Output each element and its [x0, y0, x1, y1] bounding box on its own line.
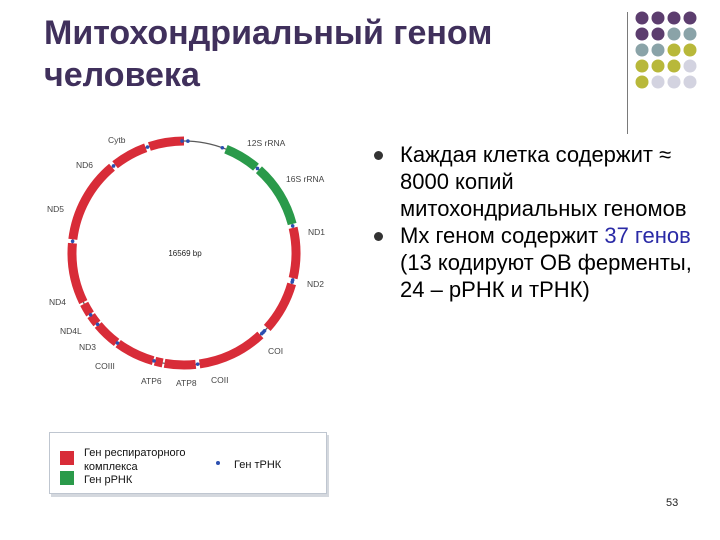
decorative-dot-grid: [0, 0, 720, 140]
gene-label-12s-rrna: 12S rRNA: [247, 138, 286, 148]
legend-respiratory-line1: Ген респираторного: [84, 447, 186, 459]
gene-label-nd3: ND3: [79, 342, 97, 352]
trna-marker-icon: [256, 167, 260, 171]
gene-arc-coi: [200, 335, 261, 364]
gene-label-coii: COII: [211, 375, 229, 385]
gene-arc-coii: [165, 363, 196, 365]
page-number: 53: [666, 497, 679, 509]
decorative-dot: [684, 28, 697, 41]
decorative-dot: [652, 60, 665, 73]
legend-box: [49, 432, 327, 494]
decorative-dot: [668, 60, 681, 73]
bullet-dot-icon: [374, 232, 383, 241]
decorative-dot: [636, 44, 649, 57]
decorative-dot: [684, 76, 697, 89]
decorative-dot: [652, 12, 665, 25]
gene-arc-nd5: [73, 167, 112, 239]
trna-marker-icon: [112, 164, 116, 168]
trna-marker-icon: [71, 239, 75, 243]
gene-label-cytb: Cytb: [108, 135, 126, 145]
gene-label-nd5: ND5: [47, 204, 65, 214]
respiratory-swatch-icon: [60, 451, 74, 465]
decorative-dot: [636, 76, 649, 89]
decorative-dot: [668, 44, 681, 57]
genome-size-label: 16569 bp: [168, 249, 202, 258]
mitochondrial-genome-map: [40, 125, 360, 395]
decorative-dot: [652, 76, 665, 89]
gene-arc-nd1: [293, 228, 296, 278]
bullet-highlight: 37 генов: [604, 223, 691, 248]
decorative-dot: [636, 12, 649, 25]
gene-label-nd4l: ND4L: [60, 326, 82, 336]
gene-arc-nd2: [267, 284, 291, 328]
decorative-dot: [652, 28, 665, 41]
trna-marker-icon: [116, 341, 120, 345]
bullet-item-copies: [372, 141, 702, 222]
bullet-text: Каждая клетка содержит ≈ 8000 копий митохондриальных геномов: [400, 142, 687, 221]
gene-label-16s-rrna: 16S rRNA: [286, 174, 325, 184]
gene-label-nd1: ND1: [308, 227, 326, 237]
gene-label-nd2: ND2: [307, 279, 325, 289]
gene-arc-nd3: [91, 316, 97, 324]
title-line-1: Митохондриальный геном: [44, 14, 493, 52]
decorative-dot: [668, 12, 681, 25]
gene-arc-12s-rrna: [226, 149, 256, 167]
trna-marker-icon: [260, 332, 264, 336]
rrna-swatch-icon: [60, 471, 74, 485]
title-line-2: человека: [44, 56, 200, 94]
gene-label-atp6: ATP6: [141, 376, 162, 386]
gene-arc-atp6: [118, 344, 153, 361]
gene-label-coi: COI: [268, 346, 284, 356]
gene-arc-atp8: [155, 361, 163, 363]
decorative-dot: [636, 28, 649, 41]
trna-marker-icon: [221, 146, 225, 150]
gene-label-atp8: ATP8: [176, 378, 197, 388]
decorative-dot: [636, 60, 649, 73]
decorative-dot: [668, 76, 681, 89]
decorative-dot: [668, 28, 681, 41]
legend-respiratory-line2: комплекса: [84, 461, 138, 473]
bullet-item-genes: [372, 222, 702, 303]
gene-arc-nd4: [72, 243, 83, 302]
gene-arc-nd6: [115, 148, 146, 165]
gene-arc-cytb: [149, 141, 184, 146]
trna-marker-icon: [152, 359, 156, 363]
legend-rrna-label: Ген рРНК: [84, 474, 133, 486]
trna-marker-icon: [180, 139, 184, 143]
trna-marker-icon: [291, 224, 295, 228]
decorative-dot: [684, 44, 697, 57]
bullet-text-pre: Мх геном содержит: [400, 223, 605, 248]
decorative-dot: [684, 12, 697, 25]
bullet-list: [372, 141, 702, 303]
bullet-dot-icon: [374, 151, 383, 160]
gene-label-nd6: ND6: [76, 160, 94, 170]
legend-trna-label: Ген тРНК: [234, 459, 282, 471]
bullet-text-post: (13 кодируют ОВ ферменты, 24 – рРНК и тРНК): [400, 250, 692, 302]
trna-marker-icon: [186, 139, 190, 143]
gene-label-nd4: ND4: [49, 297, 67, 307]
gene-label-coiii: COIII: [95, 361, 115, 371]
trna-marker-icon: [89, 313, 93, 317]
trna-marker-icon: [290, 280, 294, 284]
gene-arc-coiii: [98, 325, 116, 342]
trna-dot-icon: [216, 461, 220, 465]
trna-marker-icon: [196, 362, 200, 366]
trna-marker-icon: [96, 322, 100, 326]
decorative-dot: [652, 44, 665, 57]
trna-marker-icon: [146, 145, 150, 149]
decorative-dot: [684, 60, 697, 73]
gene-arc-nd4l: [84, 304, 90, 314]
